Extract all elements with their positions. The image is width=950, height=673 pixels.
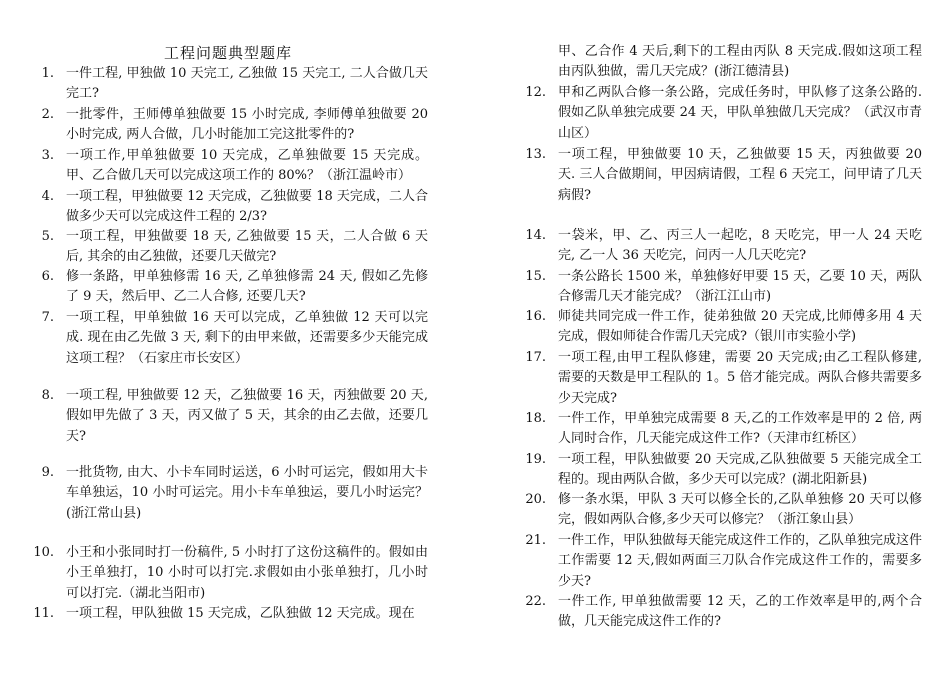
problem-number: 3.: [41, 148, 54, 163]
problem-text: 一件工作，甲队独做每天能完成这件工作的，乙队单独完成这件工作需要 12 天,假如两面三刀队合作完成这件工作的，需要多少天?: [558, 533, 923, 589]
problem-number: 8.: [41, 388, 54, 403]
problem-text: 一批零件，王师傅单独做要 15 小时完成, 李师傅单独做要 20 小时完成, 两人合做，几小时能加工完这批零件的?: [66, 107, 428, 143]
problem-text: 一项工程，甲队独做 15 天完成，乙队独做 12 天完成。现在: [66, 606, 415, 621]
problem-number: 4.: [41, 189, 54, 204]
problem-number: 19.: [525, 452, 546, 467]
problem-text: 一项工作,甲单独做要 10 天完成，乙单独做要 15 天完成。甲、乙合做几天可以完成这项工作的 80%？（浙江温岭市）: [66, 148, 428, 184]
problem-text: 一件工作, 甲单独做需要 12 天，乙的工作效率是甲的,两个合做，几天能完成这件工作的?: [558, 594, 922, 630]
problem-number: 15.: [525, 269, 546, 284]
problem-number: 21.: [525, 533, 546, 548]
problem-text: 一项工程, 甲独做要 12 天，乙独做要 16 天，丙独做要 20 天, 假如甲先做了 3 天，丙又做了 5 天，其余的由乙去做，还要几天?: [66, 388, 428, 444]
problem-text: 一件工程, 甲独做 10 天完工, 乙独做 15 天完工, 二人合做几天完工?: [66, 66, 428, 102]
problem-text: 一件工作，甲单独完成需要 8 天,乙的工作效率是甲的 2 倍, 两人同时合作，几天能完成这件工作?（天津市红桥区）: [558, 411, 922, 447]
problem-text: 一项工程,由甲工程队修建，需要 20 天完成;由乙工程队修建, 需要的天数是甲工程队的 1。5 倍才能完成。两队合修共需要多少天完成?: [558, 350, 922, 406]
problem-number: 10.: [33, 545, 54, 560]
problem-text: 一批货物, 由大、小卡车同时运送，6 小时可运完，假如用大卡车单独运，10 小时可运完。用小卡车单独运，要几小时运完？(浙江常山县): [66, 465, 428, 521]
problem-text: 一项工程，甲独做要 10 天，乙独做要 15 天，丙独做要 20 天. 三人合做期间，甲因病请假，工程 6 天完工，问甲请了几天病假?: [558, 147, 922, 203]
problem-number: 2.: [41, 107, 54, 122]
problem-number: 13.: [525, 147, 546, 162]
problem-text: 甲和乙两队合修一条公路，完成任务时，甲队修了这条公路的. 假如乙队单独完成要 24 天，甲队单独做几天完成？（武汉市青山区）: [558, 85, 922, 141]
problem-text: 甲、乙合作 4 天后,剩下的工程由丙队 8 天完成.假如这项工程由丙队独做，需几天完成？(浙江德清县): [558, 44, 922, 80]
problem-number: 5.: [41, 229, 54, 244]
problem-number: 12.: [525, 85, 546, 100]
problem-number: 20.: [525, 492, 546, 507]
problem-number: 9.: [41, 465, 54, 480]
problem-number: 17.: [525, 350, 546, 365]
page-title: 工程问题典型题库: [163, 44, 292, 62]
problem-text: 一项工程，甲独做要 12 天完成，乙独做要 18 天完成，二人合做多少天可以完成这件工程的 2/3?: [66, 189, 428, 225]
problem-text: 一袋米，甲、乙、丙三人一起吃，8 天吃完，甲一人 24 天吃完, 乙一人 36 天吃完，问丙一人几天吃完?: [558, 228, 922, 264]
problem-number: 1.: [41, 66, 54, 81]
problem-number: 7.: [41, 310, 54, 325]
problem-number: 22.: [525, 594, 546, 609]
problem-text: 一项工程，甲独做要 18 天, 乙独做要 15 天，二人合做 6 天后, 其余的由乙独做，还要几天做完?: [66, 229, 428, 265]
problem-text: 一项工程，甲单独做 16 天可以完成，乙单独做 12 天可以完成. 现在由乙先做 3 天, 剩下的由甲来做，还需要多少天能完成这项工程？（石家庄市长安区）: [66, 310, 428, 366]
problem-text: 一项工程，甲队独做要 20 天完成,乙队独做要 5 天能完成全工程的。现由两队合做，多少天可以完成？(湖北阳新县): [558, 452, 922, 488]
problem-text: 修一条水渠，甲队 3 天可以修全长的,乙队单独修 20 天可以修完，假如两队合修,多少天可以修完？（浙江象山县）: [558, 492, 922, 528]
problem-number: 6.: [41, 269, 54, 284]
problem-text: 修一条路，甲单独修需 16 天, 乙单独修需 24 天, 假如乙先修了 9 天，然后甲、乙二人合修, 还要几天?: [66, 269, 428, 305]
problem-text: 师徒共同完成一件工作，徒弟独做 20 天完成,比师傅多用 4 天完成，假如师徒合作需几天完成?（银川市实验小学): [558, 309, 922, 345]
problem-text: 小王和小张同时打一份稿件, 5 小时打了这份这稿件的。假如由小王单独打，10 小时可以打完.求假如由小张单独打，几小时可以打完.（湖北当阳市): [66, 545, 428, 601]
problem-number: 14.: [525, 228, 546, 243]
problem-number: 18.: [525, 411, 546, 426]
problem-number: 11.: [33, 606, 54, 621]
problem-number: 16.: [525, 309, 546, 324]
problem-text: 一条公路长 1500 米，单独修好甲要 15 天，乙要 10 天，两队合修需几天才能完成？（浙江江山市): [558, 269, 922, 305]
